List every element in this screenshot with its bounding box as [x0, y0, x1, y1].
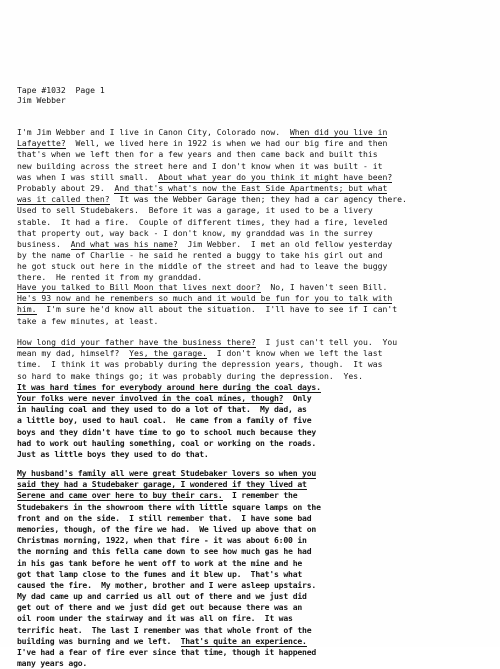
tape-label: Tape #1032 Page 1 — [17, 85, 105, 95]
text-line — [17, 647, 487, 658]
question-text: My husband's family all were great Studebaker lovers so when you — [17, 468, 317, 478]
text-line — [17, 625, 487, 636]
answer-text: Christmas morning, 1922, when that fire - it was about 6:00 in — [17, 535, 307, 546]
answer-text: there. He rented it from my granddad. — [17, 272, 203, 283]
answer-text: oil room under the stairway and it was all on fire. It was — [17, 613, 293, 624]
question-text: That's quite an experience. — [180, 635, 307, 646]
text-line — [17, 183, 487, 194]
answer-text: many years ago. — [17, 658, 88, 669]
question-text: About what year do you think it might have been? — [158, 171, 393, 182]
text-line — [17, 490, 487, 501]
text-line — [17, 382, 487, 393]
answer-text: in hauling coal and they used to do a lot of that. My dad, as — [17, 404, 307, 415]
answer-text: I've had a fear of fire ever since that time, though it happened — [17, 647, 317, 657]
answer-text: Jim Webber. I met an old fellow yesterday — [177, 238, 393, 249]
text-line — [17, 149, 487, 160]
text-line — [17, 161, 487, 172]
text-line — [17, 337, 487, 348]
text-line — [17, 535, 487, 546]
answer-text: he got stuck out here in the middle of the street and had to leave the buggy — [17, 261, 388, 272]
text-line — [17, 602, 487, 613]
answer-text: business. — [17, 238, 71, 249]
text-line — [17, 228, 487, 239]
text-line — [17, 569, 487, 580]
answer-text: It was the Webber Garage then; they had a car agency there. — [109, 194, 407, 205]
answer-text: new building across the street here and I don't know when it was built - it — [17, 160, 383, 171]
answer-text: terrific heat. The last I remember was that whole front of the — [17, 624, 312, 635]
question-text: was it called then? — [17, 194, 110, 205]
answer-text: take a few minutes, at least. — [17, 315, 159, 326]
answer-text: a little boy, used to haul coal. He came from a family of five — [17, 415, 312, 426]
answer-text: got that lamp close to the fumes and it blew up. That's what — [17, 568, 303, 579]
answer-text: boys and they didn't have time to go to school much because they — [17, 426, 317, 437]
question-text: And what was his name? — [70, 238, 178, 249]
text-line — [17, 316, 487, 327]
text-line — [17, 613, 487, 624]
text-line — [17, 427, 487, 438]
text-line — [17, 415, 487, 426]
answer-text: front and on the side. I still remember that. I have some bad — [17, 512, 312, 523]
paragraph-bill-moon — [17, 282, 487, 327]
text-line — [17, 438, 487, 449]
answer-text: Probably about 29. — [17, 182, 115, 193]
text-line — [17, 205, 487, 216]
answer-text: stable. It had a fire. Couple of different times, they had a fire, leveled — [17, 216, 388, 227]
text-line — [17, 250, 487, 261]
answer-text: I don't know when we left the last — [207, 348, 383, 359]
text-line — [17, 304, 487, 315]
text-line — [17, 636, 487, 647]
answer-text: memories, though, of the fire we had. We lived up above that on — [17, 523, 317, 534]
text-line — [17, 479, 487, 490]
text-line — [17, 172, 487, 183]
question-text: Serene and came over here to buy their cars. — [17, 490, 223, 501]
answer-text: time. I think it was probably during the depression years, though. It was — [17, 359, 383, 370]
answer-text: mean my dad, himself? — [17, 348, 130, 359]
question-text: him. — [17, 304, 37, 315]
question-text: Your folks were never involved in the coal mines, though? — [17, 392, 284, 403]
answer-text: caused the fire. My mother, brother and I were asleep upstairs. — [17, 579, 317, 590]
answer-text: the morning and this fella came down to see how much gas he had — [17, 546, 312, 557]
question-text: He's 93 now and he remembers so much and it would be fun for you to talk with — [17, 293, 393, 304]
answer-text: I'm sure he'd know all about the situation. I'll have to see if I can't — [36, 304, 398, 315]
text-line — [17, 359, 487, 370]
text-line — [17, 502, 487, 513]
answer-text: I remember the — [222, 490, 298, 501]
paragraph-origins — [17, 127, 487, 284]
narrator-name: Jim Webber — [17, 95, 66, 105]
text-line — [17, 348, 487, 359]
question-text: said they had a Studebaker garage, I wondered if they lived at — [17, 479, 307, 490]
paragraph-father-business — [17, 337, 487, 460]
text-line — [17, 468, 487, 479]
text-line — [17, 513, 487, 524]
text-line — [17, 282, 487, 293]
text-line — [17, 524, 487, 535]
question-text: Lafayette? — [17, 138, 66, 149]
text-line — [17, 546, 487, 557]
text-line — [17, 371, 487, 382]
paragraph-studebaker-fire — [17, 468, 487, 669]
question-text: Yes, the garage. — [129, 348, 208, 359]
text-line — [17, 127, 487, 138]
text-line — [17, 580, 487, 591]
answer-text: My dad came up and carried us all out of there and we just did — [17, 591, 307, 602]
answer-text: so hard to make things go; it was probably during the depression. Yes. — [17, 370, 363, 381]
question-text: It was hard times for everybody around here during the coal days. — [17, 381, 321, 392]
text-line — [17, 404, 487, 415]
text-line — [17, 449, 487, 460]
page-header — [17, 85, 105, 105]
text-line — [17, 194, 487, 205]
answer-text: Used to sell Studebakers. Before it was a garage, it used to be a livery — [17, 205, 373, 216]
answer-text: I'm Jim Webber and I live in Canon City, Colorado now. — [17, 127, 290, 137]
answer-text: that property out, way back - I don't know, my granddad was in the surrey — [17, 227, 373, 238]
question-text: When did you live in — [289, 127, 388, 137]
text-line — [17, 261, 487, 272]
text-line — [17, 591, 487, 602]
answer-text: Just as little boys they used to do that. — [17, 448, 209, 459]
answer-text: I just can't tell you. You — [255, 337, 398, 347]
text-line — [17, 239, 487, 250]
answer-text: that's when we left then for a few years and then came back and built this — [17, 149, 378, 160]
text-line — [17, 393, 487, 404]
text-line — [17, 293, 487, 304]
answer-text: get out of there and we just did get out because there was an — [17, 602, 303, 613]
answer-text: Studebakers in the showroom there with little square lamps on the — [17, 501, 321, 512]
question-text: How long did your father have the business there? — [17, 337, 256, 347]
answer-text: Only — [283, 392, 312, 403]
text-line — [17, 138, 487, 149]
answer-text: building was burning and we left. — [17, 635, 181, 646]
text-line — [17, 658, 487, 669]
answer-text: Well, we lived here in 1922 is when we had our big fire and then — [65, 138, 388, 149]
question-text: And that's what's now the East Side Apartments; but what — [114, 182, 388, 193]
answer-text: by the name of Charlie - he said he rented a buggy to take his girl out and — [17, 250, 383, 261]
answer-text: was when I was still small. — [17, 171, 159, 182]
answer-text: No, I haven't seen Bill. — [260, 282, 388, 292]
text-line — [17, 217, 487, 228]
answer-text: in his gas tank before he went off to work at the mine and he — [17, 557, 303, 568]
answer-text: had to work out hauling something, coal or working on the roads. — [17, 437, 317, 448]
question-text: Have you talked to Bill Moon that lives next door? — [17, 282, 261, 292]
text-line — [17, 558, 487, 569]
